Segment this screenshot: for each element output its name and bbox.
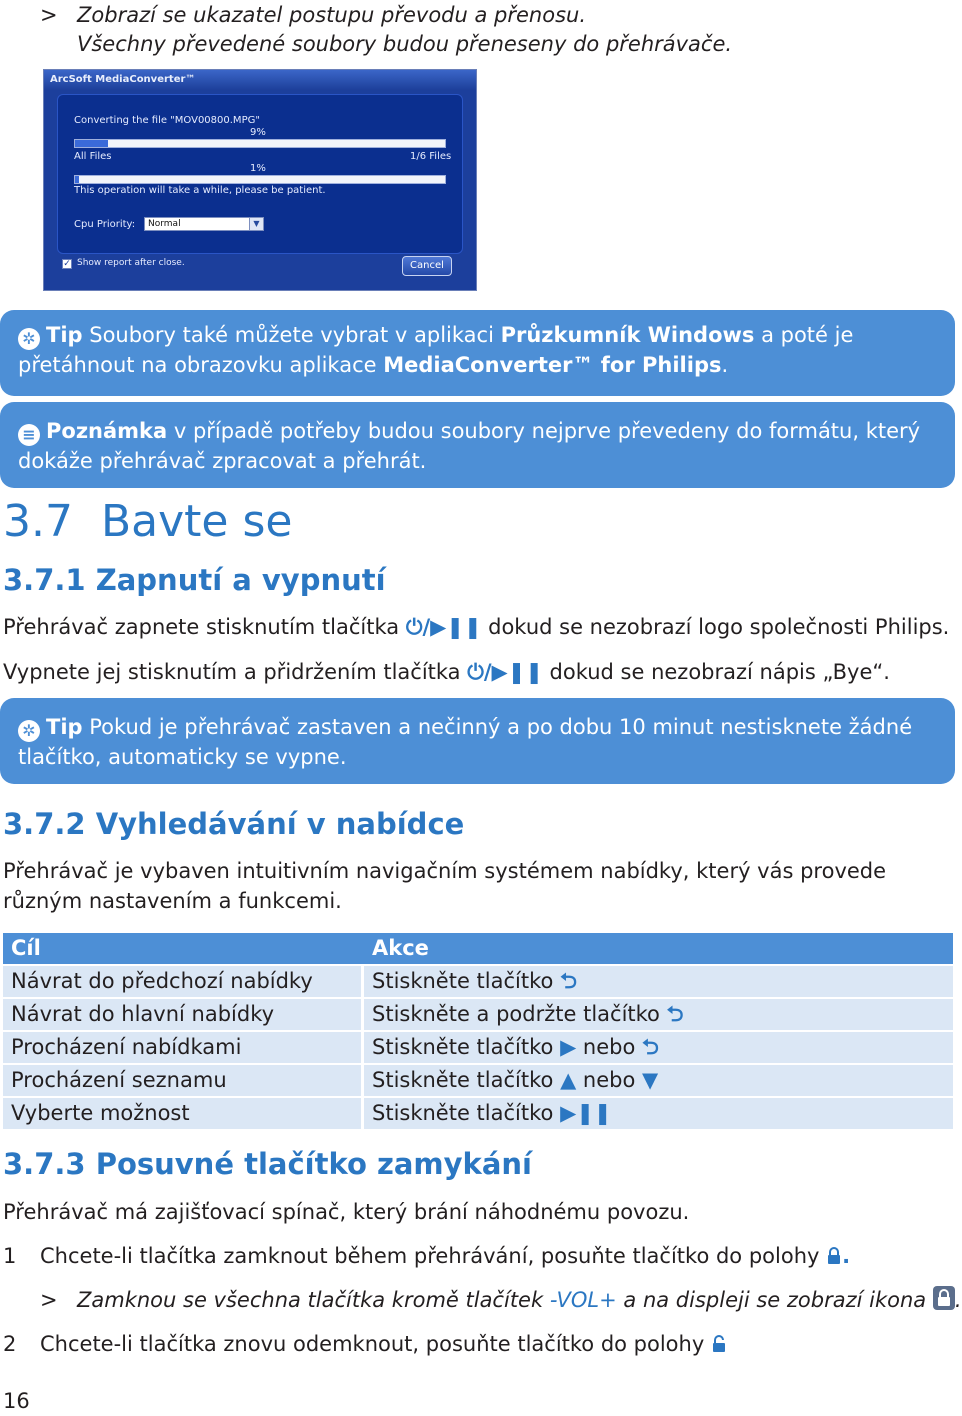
cpu-priority-value: Normal bbox=[148, 219, 181, 229]
subsection-title-373: Posuvné tlačítko zamykání bbox=[95, 1147, 532, 1181]
subsection-number-372: 3.7.2 bbox=[3, 807, 86, 841]
tip-box-2 bbox=[0, 698, 955, 784]
files-count: 1/6 Files bbox=[410, 151, 452, 162]
table-row bbox=[3, 1065, 953, 1098]
step-1-end: . bbox=[842, 1244, 851, 1268]
converting-label: Converting the file "MOV00800.MPG" bbox=[74, 115, 260, 126]
power-play-icon: ⏻/▶❚❚ bbox=[405, 615, 482, 639]
table-row bbox=[3, 966, 953, 999]
subsection-number-373: 3.7.3 bbox=[3, 1147, 86, 1181]
mediaconverter-dialog bbox=[43, 69, 477, 291]
note-lead: Poznámka bbox=[46, 419, 168, 443]
all-files-label: All Files bbox=[74, 151, 112, 162]
progress-panel bbox=[57, 94, 463, 254]
power-off-text-a: Vypnete jej stisknutím a přidržením tlačítka bbox=[3, 660, 468, 684]
tip2-text: Pokud je přehrávač zastaven a nečinný a po dobu 10 minut nestisknete žádné tlačítko, automaticky se vypne. bbox=[18, 715, 913, 769]
result-text-c: a na displeji se zobrazí ikona bbox=[616, 1288, 927, 1312]
step-1 bbox=[40, 1241, 850, 1271]
up-arrow-icon: ▲ bbox=[560, 1068, 577, 1092]
result-end: . bbox=[954, 1288, 962, 1312]
row-goal: Procházení seznamu bbox=[3, 1065, 364, 1098]
all-progress-percent: 1% bbox=[250, 163, 266, 174]
table-row bbox=[3, 1032, 953, 1065]
row-goal: Návrat do hlavní nabídky bbox=[3, 999, 364, 1032]
header-goal: Cíl bbox=[3, 933, 364, 966]
play-pause-icon: ▶❚❚ bbox=[560, 1101, 612, 1125]
cpu-priority-select[interactable] bbox=[144, 217, 264, 231]
tip-icon: ✲ bbox=[18, 720, 40, 742]
intro-line-1: Zobrazí se ukazatel postupu převodu a přenosu. bbox=[77, 3, 586, 27]
play-right-icon: ▶ bbox=[560, 1035, 577, 1059]
tip-text-1: Soubory také můžete vybrat v aplikaci bbox=[82, 323, 501, 347]
power-on-text-a: Přehrávač zapnete stisknutím tlačítka bbox=[3, 615, 406, 639]
back-icon: ⮌ bbox=[666, 1002, 684, 1026]
section-heading bbox=[3, 497, 292, 547]
power-on-text-b: dokud se nezobrazí logo společnosti Philips. bbox=[481, 615, 950, 639]
unlock-icon bbox=[711, 1331, 727, 1349]
subsection-heading-373 bbox=[3, 1146, 532, 1182]
row-action: Stiskněte tlačítko ⮌ bbox=[364, 966, 953, 999]
step-2 bbox=[40, 1329, 727, 1359]
navigation-table bbox=[3, 933, 953, 1131]
tip2-lead: Tip bbox=[46, 715, 83, 739]
show-report-label: Show report after close. bbox=[77, 258, 185, 268]
cpu-priority-label: Cpu Priority: bbox=[74, 219, 136, 230]
all-progress-bar bbox=[74, 175, 446, 184]
intro-line-2: Všechny převedené soubory budou přeneseny do přehrávače. bbox=[77, 32, 733, 56]
step-1-result-marker: > bbox=[40, 1288, 58, 1312]
table-row bbox=[3, 1098, 953, 1131]
step-1-text: Chcete-li tlačítka zamknout během přehrávání, posuňte tlačítko do polohy bbox=[40, 1244, 820, 1268]
tip-bold-2: MediaConverter™ for Philips bbox=[383, 353, 722, 377]
row-goal: Procházení nabídkami bbox=[3, 1032, 364, 1065]
note-box bbox=[0, 402, 955, 488]
row-action: Stiskněte tlačítko ▶ nebo ⮌ bbox=[364, 1032, 953, 1065]
back-icon: ⮌ bbox=[642, 1035, 659, 1059]
step-2-number: 2 bbox=[3, 1332, 17, 1356]
show-report-checkbox[interactable]: ✓ bbox=[63, 259, 71, 269]
row-action: Stiskněte a podržte tlačítko ⮌ bbox=[364, 999, 953, 1032]
tip-box-1 bbox=[0, 310, 955, 396]
subsection-heading-372 bbox=[3, 806, 464, 842]
chevron-down-icon[interactable]: ▼ bbox=[249, 218, 263, 230]
row-goal: Vyberte možnost bbox=[3, 1098, 364, 1131]
file-progress-fill bbox=[75, 140, 108, 147]
step-1-result bbox=[77, 1285, 962, 1315]
page-number: 16 bbox=[3, 1389, 30, 1413]
lock-paragraph: Přehrávač má zajišťovací spínač, který brání náhodnému povozu. bbox=[3, 1200, 690, 1224]
tip-icon: ✲ bbox=[18, 328, 40, 350]
step-1-number: 1 bbox=[3, 1244, 17, 1268]
header-action: Akce bbox=[364, 933, 953, 966]
navigation-paragraph: Přehrávač je vybaven intuitivním navigačním systémem nabídky, který vás provede různým nastavením a funkcemi. bbox=[3, 859, 887, 913]
row-action: Stiskněte tlačítko ▲ nebo ▼ bbox=[364, 1065, 953, 1098]
all-progress-fill bbox=[75, 176, 79, 183]
back-icon: ⮌ bbox=[560, 969, 577, 993]
power-play-icon: ⏻/▶❚❚ bbox=[467, 660, 543, 684]
step-2-text: Chcete-li tlačítka znovu odemknout, posuňte tlačítko do polohy bbox=[40, 1332, 705, 1356]
patience-text: This operation will take a while, please be patient. bbox=[74, 185, 326, 196]
result-text-a: Zamknou se všechna tlačítka kromě tlačítek bbox=[77, 1288, 550, 1312]
subsection-number-371: 3.7.1 bbox=[3, 563, 86, 597]
section-title: Bavte se bbox=[100, 496, 293, 547]
note-text: v případě potřeby budou soubory nejprve převedeny do formátu, který dokáže přehrávač zpracovat a přehrát. bbox=[18, 419, 921, 473]
file-progress-percent: 9% bbox=[250, 127, 266, 138]
tip-text-2: a poté je přetáhnout na obrazovku aplikace bbox=[18, 323, 854, 377]
power-off-text-b: dokud se nezobrazí nápis „Bye“. bbox=[542, 660, 890, 684]
vol-label: -VOL+ bbox=[549, 1288, 617, 1312]
section-number: 3.7 bbox=[3, 496, 73, 547]
dialog-title: ArcSoft MediaConverter™ bbox=[44, 70, 476, 90]
row-goal: Návrat do předchozí nabídky bbox=[3, 966, 364, 999]
row-action: Stiskněte tlačítko ▶❚❚ bbox=[364, 1098, 953, 1131]
down-arrow-icon: ▼ bbox=[642, 1068, 659, 1092]
subsection-heading-371 bbox=[3, 562, 386, 598]
note-icon: ≡ bbox=[18, 424, 40, 446]
lock-display-icon bbox=[933, 1286, 955, 1310]
subsection-title-371: Zapnutí a vypnutí bbox=[95, 563, 386, 597]
file-progress-bar bbox=[74, 139, 446, 148]
tip-text-3: . bbox=[721, 353, 729, 377]
tip-bold-1: Průzkumník Windows bbox=[500, 323, 755, 347]
power-off-paragraph bbox=[3, 657, 890, 687]
cancel-button[interactable]: Cancel bbox=[402, 256, 452, 276]
subsection-title-372: Vyhledávání v nabídce bbox=[95, 807, 465, 841]
table-row bbox=[3, 999, 953, 1032]
tip-lead: Tip bbox=[46, 323, 83, 347]
power-on-paragraph bbox=[3, 612, 949, 642]
lock-icon bbox=[826, 1243, 842, 1261]
table-header bbox=[3, 933, 953, 966]
intro-marker: > bbox=[40, 3, 58, 27]
